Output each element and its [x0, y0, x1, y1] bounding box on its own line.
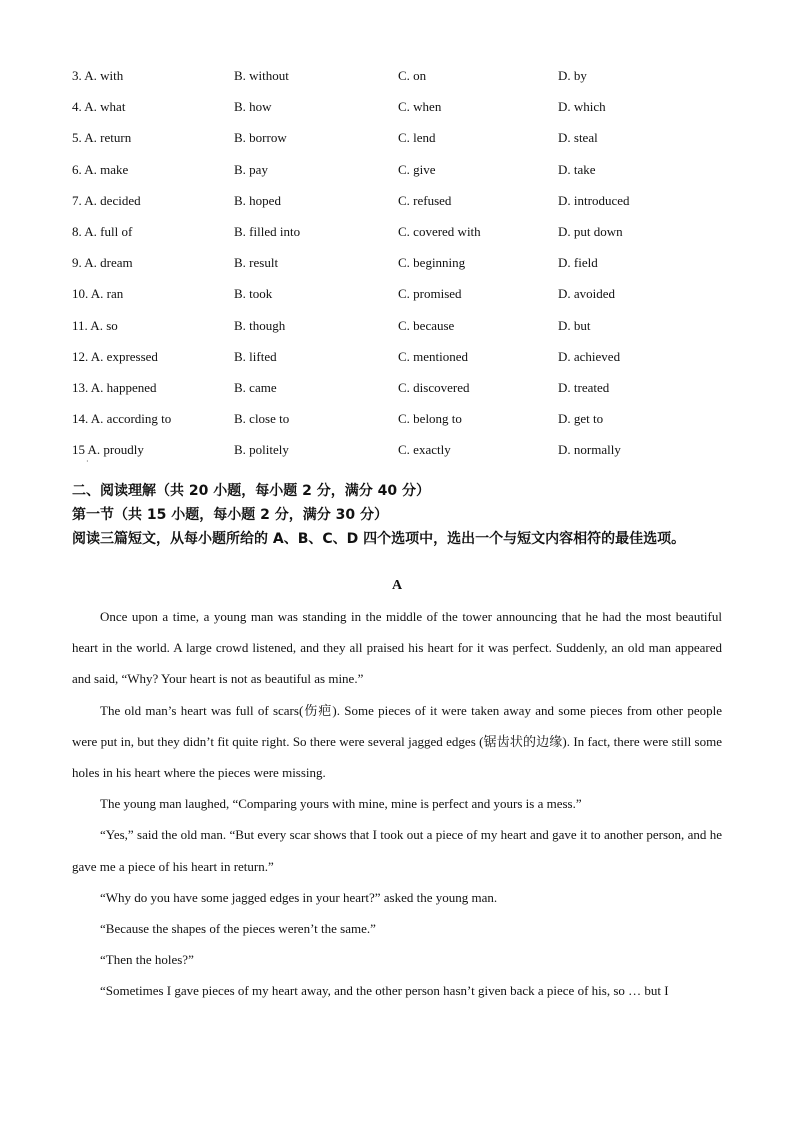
option-b: B. result	[234, 255, 279, 271]
option-d: D. by	[558, 68, 587, 83]
option-row	[72, 97, 722, 128]
option-c: C. because	[398, 317, 455, 333]
option-a: 11. A. so	[72, 317, 118, 333]
instruction-text: 阅读三篇短文，从每小题所给的 A、B、C、D 四个选项中，选出一个与短文内容相符的最佳选项。	[72, 531, 686, 547]
option-c: C. mentioned	[398, 348, 469, 364]
passage-title: A	[391, 578, 403, 593]
option-row	[72, 409, 722, 440]
option-d: D. steal	[558, 130, 598, 146]
paragraph: The young man laughed, “Comparing yours with mine, mine is perfect and yours is a mess.”	[100, 796, 582, 812]
option-c: C. belong to	[398, 411, 462, 427]
option-row	[72, 253, 722, 284]
option-d: D. introduced	[558, 192, 630, 208]
paragraph: “Why do you have some jagged edges in your heart?” asked the young man.	[100, 889, 498, 905]
section-heading: 二、阅读理解（共 20 小题，每小题 2 分，满分 40 分）	[72, 483, 430, 499]
option-b: B. lifted	[234, 348, 277, 364]
option-d: D. field	[558, 255, 598, 271]
option-c: C. beginning	[398, 255, 466, 271]
option-b: B. pay	[234, 161, 268, 177]
option-a: 10. A. ran	[72, 286, 124, 302]
option-b: B. hoped	[234, 192, 281, 208]
option-c: C. discovered	[398, 379, 470, 395]
paragraph: “Then the holes?”	[100, 952, 194, 968]
option-c: C. on	[398, 68, 427, 83]
option-b: B. politely	[234, 442, 289, 458]
option-b: B. close to	[234, 411, 290, 427]
option-d: D. which	[558, 99, 606, 115]
option-b: B. borrow	[234, 130, 287, 146]
option-row	[72, 66, 722, 97]
option-d: D. avoided	[558, 286, 616, 302]
option-b: B. how	[234, 99, 272, 115]
option-b: B. though	[234, 317, 286, 333]
option-a: 9. A. dream	[72, 255, 133, 271]
option-a: 14. A. according to	[72, 411, 172, 427]
paragraph: “Sometimes I gave pieces of my heart away, and the other person hasn’t given back a piece of his, so … but I	[100, 983, 669, 999]
option-a: 5. A. return	[72, 130, 132, 146]
option-b: B. without	[234, 68, 289, 83]
option-b: B. came	[234, 379, 277, 395]
paragraph: The old man’s heart was full of scars(伤疤). Some pieces of it were taken away and some pieces from other people were put in, but they didn’t fit quite right. So there were several jagged edges (锯齿状的边缘). In fact, there were still some holes in his heart where the pieces were missing.	[72, 702, 722, 781]
option-d: D. but	[558, 317, 591, 333]
option-d: D. achieved	[558, 348, 621, 364]
option-a: 6. A. make	[72, 161, 129, 177]
option-c: C. give	[398, 161, 436, 177]
cloze-options-list	[72, 66, 722, 471]
passage-body	[72, 601, 722, 1007]
paragraph: “Because the shapes of the pieces weren’t the same.”	[100, 921, 376, 937]
option-row	[72, 222, 722, 253]
option-a: 15 A. proudly	[72, 442, 144, 458]
option-d: D. put down	[558, 223, 623, 239]
option-c: C. exactly	[398, 442, 451, 458]
option-a: 12. A. expressed	[72, 348, 158, 364]
option-a: 3. A. with	[72, 68, 124, 83]
option-row	[72, 347, 722, 378]
option-row	[72, 160, 722, 191]
paragraph: Once upon a time, a young man was standing in the middle of the tower announcing that he had the most beautiful heart in the world. A large crowd listened, and they all praised his heart for it was perfect. Suddenly, an old man appeared and said, “Why? Your heart is not as beautiful as mine.”	[72, 609, 722, 687]
option-d: D. treated	[558, 379, 610, 395]
option-d: D. normally	[558, 442, 621, 458]
option-c: C. when	[398, 99, 442, 115]
option-row	[72, 378, 722, 409]
option-a: 8. A. full of	[72, 223, 133, 239]
stray-mark: ·	[86, 457, 89, 466]
paragraph: “Yes,” said the old man. “But every scar shows that I took out a piece of my heart and gave it to another person, and he gave me a piece of his heart in return.”	[72, 827, 722, 874]
option-row	[72, 316, 722, 347]
option-c: C. promised	[398, 286, 462, 302]
option-c: C. covered with	[398, 223, 481, 239]
option-row	[72, 128, 722, 159]
option-d: D. take	[558, 161, 596, 177]
option-a: 7. A. decided	[72, 192, 141, 208]
option-b: B. filled into	[234, 223, 301, 239]
part-heading: 第一节（共 15 小题，每小题 2 分，满分 30 分）	[72, 507, 388, 523]
option-d: D. get to	[558, 411, 604, 427]
option-c: C. lend	[398, 130, 436, 146]
option-a: 4. A. what	[72, 99, 126, 115]
option-a: 13. A. happened	[72, 379, 157, 395]
option-row	[72, 284, 722, 315]
option-b: B. took	[234, 286, 273, 302]
option-row	[72, 191, 722, 222]
option-c: C. refused	[398, 192, 452, 208]
option-row	[72, 440, 722, 471]
